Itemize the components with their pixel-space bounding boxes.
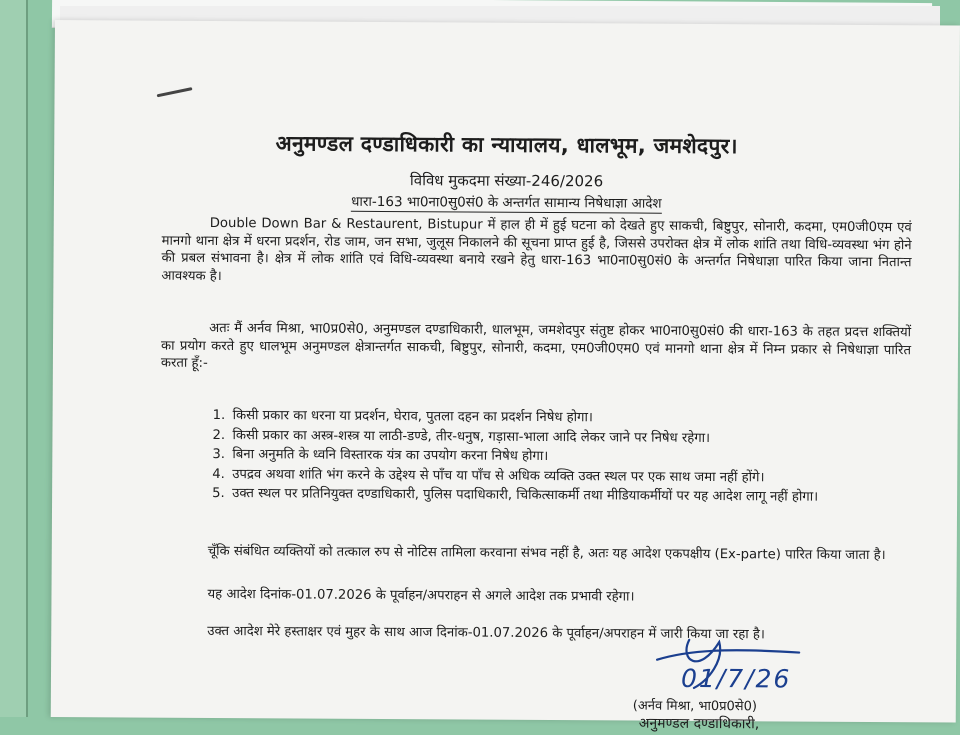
list-item-text: किसी प्रकार का धरना या प्रदर्शन, घेराव, पुतला दहन का प्रदर्शन निषेध होगा। — [232, 408, 593, 426]
list-item-number: 3. — [212, 446, 225, 463]
list-item — [212, 485, 908, 507]
list-item — [213, 407, 909, 429]
case-number: विविध मुकदमा संख्या-246/2026 — [409, 171, 604, 191]
list-item-text: किसी प्रकार का अस्त्र-शस्त्र या लाठी-डण्डे, तीर-धनुष, गड़ासा-भाला आदि लेकर जाने पर निषेध रहेगा। — [232, 427, 711, 446]
list-item-number: 2. — [212, 427, 226, 443]
paragraph-incident: Double Down Bar & Restaurent, Bistupur में हाल ही में हुई घटना को देखते हुए साकची, बिष्टुपुर, सोनारी, कदमा, एम0जी0एम एवं मानगो थाना क्षेत्र में धरना प्रदर्शन, रोड जाम, जन सभा, जुलूस निकालने की सूचना प्राप्त हुई है, जिससे उपरोक्त क्षेत्र में लोक शांति तथा विधि-व्यवस्था भंग होने की प्रबल संभावना है। क्षेत्र में लोक शांति एवं विधि-व्यवस्था बनाये रखने हेतु धारा-163 भा0ना0सु0सं0 के अन्तर्गत निषेधाज्ञा पारित किया जाना नितान्त आवश्यक है। — [161, 215, 912, 284]
paragraph-ex-parte: चूँकि संबंधित व्यक्तियों को तत्काल रुप से नोटिस तामिला करवाना संभव नहीं है, अतः यह आदेश एकपक्षीय (Ex-parte) पारित किया जाता है। — [207, 543, 886, 564]
paragraph-effective-date: यह आदेश दिनांक-01.07.2026 के पूर्वाहन/अपराहन से अगले आदेश तक प्रभावी रहेगा। — [207, 586, 635, 605]
document-content — [51, 20, 960, 733]
order-subject-text: धारा-163 भा0ना0सु0सं0 के अन्तर्गत सामान्य निषेधाज्ञा आदेश — [351, 193, 662, 212]
folder-edge — [0, 0, 28, 717]
paragraph-issue-date: उक्त आदेश मेरे हस्ताक्षर एवं मुहर के साथ आज दिनांक-01.07.2026 के पूर्वाहन/अपराहन में जारी किया जा रहा है। — [207, 623, 765, 643]
document-page — [51, 20, 960, 733]
list-item — [212, 446, 908, 468]
signature-date: 01/7/26 — [680, 663, 792, 694]
list-item-number: 5. — [212, 485, 225, 502]
order-subject — [54, 190, 959, 214]
list-item-text: बिना अनुमति के ध्वनि विस्तारक यंत्र का उपयोग करना निषेध होगा। — [232, 447, 549, 465]
court-title: अनुमण्डल दण्डाधिकारी का न्यायालय, धालभूम, जमशेदपुर। — [275, 131, 738, 159]
prohibition-list — [212, 407, 909, 509]
signatory-name: (अर्नव मिश्रा, भा0प्र0से0) — [632, 698, 758, 715]
list-item-text: उपद्रव अथवा शांति भंग करने के उद्देश्य से पाँच या पाँच से अधिक व्यक्ति उक्त स्थल पर एक साथ जमा नहीं होंगे। — [232, 466, 765, 485]
signatory-designation: अनुमण्डल दण्डाधिकारी, — [638, 715, 760, 733]
list-item-number: 1. — [212, 407, 226, 424]
list-item — [212, 465, 908, 487]
list-item — [212, 426, 908, 448]
paragraph-authority: अतः मैं अर्नव मिश्रा, भा0प्र0से0, अनुमण्डल दण्डाधिकारी, धालभूम, जमशेदपुर संतुष्ट होकर भा0ना0सु0सं0 की धारा-163 के तहत प्रदत्त शक्तियों का प्रयोग करते हुए धालभूम अनुमण्डल क्षेत्रान्तर्गत साकची, बिष्टुपुर, सोनारी, कदमा, एम0जी0एम0 एवं मानगो थाना क्षेत्र में निम्न प्रकार से निषेधाज्ञा पारित करता हूँ:- — [160, 320, 912, 371]
list-item-number: 4. — [212, 466, 225, 482]
list-item-text: उक्त स्थल पर प्रतिनियुक्त दण्डाधिकारी, पुलिस पदाधिकारी, चिकित्साकर्मी तथा मीडियाकर्मीयों पर यह आदेश लागू नहीं होगा। — [232, 486, 819, 505]
